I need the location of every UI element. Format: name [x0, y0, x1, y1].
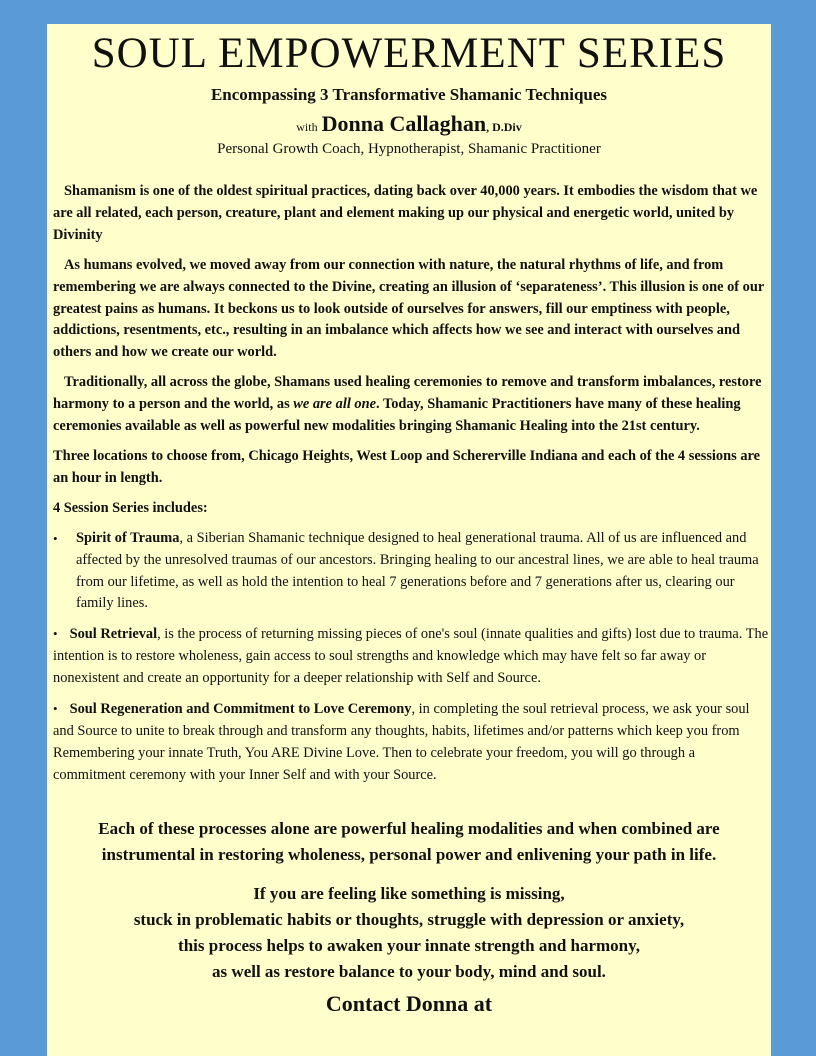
closing-line: instrumental in restoring wholeness, personal power and enlivening your path in life.: [101, 845, 717, 864]
paragraph-locations: Three locations to choose from, Chicago Heights, West Loop and Schererville Indiana and each of the 4 sessions are an hour in length.: [53, 447, 761, 486]
paragraph-shamanism: Shamanism is one of the oldest spiritual practices, dating back over 40,000 years. It embodies the wisdom that we are all related, each person, creature, plant and element making up our physical and energetic world, united by Divinity: [53, 183, 758, 243]
session-description: , in completing the soul retrieval process, we ask your soul and Source to unite to break through and transform any thoughts, habits, lifetimes and/or patterns which keep you from Remembering your innate Truth, You ARE Divine Love. Then to celebrate your freedom, you will go through a commitment ceremony with your Inner Self and with your Source.: [53, 701, 750, 783]
session-name: Spirit of Trauma: [76, 529, 180, 546]
session-name: Soul Regeneration and Commitment to Love Ceremony: [69, 701, 412, 718]
session-description: , is the process of returning missing pieces of one's soul (innate qualities and gifts) lost due to trauma. The intention is to restore wholeness, gain access to soul strengths and knowledge which may have felt so far away or nonexistent and create an opportunity for a deeper relationship with Self and Source.: [53, 626, 769, 687]
body-text: [53, 181, 769, 795]
paragraph-traditions-emphasis: we are all one: [293, 396, 377, 413]
invitation-text: [47, 881, 771, 985]
bullet-icon: •: [53, 701, 58, 717]
subtitle: Encompassing 3 Transformative Shamanic Techniques: [210, 85, 608, 104]
page-title: SOUL EMPOWERMENT SERIES: [91, 30, 727, 77]
paragraph-evolution: As humans evolved, we moved away from our connection with nature, the natural rhythms of life, and from remembering we are always connected to the Divine, creating an illusion of ‘separateness’. This illusion is one of our greatest pains as humans. It beckons us to look outside of ourselves for answers, fill our emptiness with people, addictions, resentments, etc., resulting in an imbalance which affects how we see and interact with ourselves and others and how we create our world.: [53, 256, 764, 361]
paragraph-traditions: [53, 372, 769, 438]
session-item: [53, 528, 769, 616]
invitation-line: stuck in problematic habits or thoughts, struggle with depression or anxiety,: [133, 910, 685, 929]
paragraph-traditions-a: Traditionally, all across the globe, Shamans used healing ceremonies to remove and transform imbalances, restore harmony to a person and the world, as: [53, 374, 762, 413]
author-name: Donna Callaghan: [321, 111, 487, 136]
session-item: [53, 698, 769, 787]
contact-heading: Contact Donna at: [325, 991, 493, 1016]
session-description: , a Siberian Shamanic technique designed to heal generational trauma. All of us are influenced and affected by the unresolved traumas of our ancestors. Bringing healing to our ancestral lines, we are able to heal trauma from our lifetime, as well as hold the intention to heal 7 generations before and 7 generations after us, clearing our family lines.: [76, 529, 759, 612]
flyer-page: [47, 24, 771, 1056]
session-item: [53, 623, 769, 690]
author-credential: , D.Div: [486, 120, 522, 134]
author-roles: Personal Growth Coach, Hypnotherapist, Shamanic Practitioner: [217, 141, 601, 157]
paragraph-traditions-b: . Today, Shamanic Practitioners have many of these healing ceremonies available as well as powerful new modalities bringing Shamanic Healing into the 21st century.: [53, 396, 741, 435]
byline: [47, 111, 771, 140]
series-heading: 4 Session Series includes:: [53, 499, 208, 516]
invitation-line: If you are feeling like something is missing,: [253, 884, 565, 903]
closing-line: Each of these processes alone are powerful healing modalities and when combined are: [98, 819, 720, 838]
closing-statement: [47, 816, 771, 868]
invitation-line: this process helps to awaken your innate strength and harmony,: [178, 936, 640, 955]
bullet-icon: •: [53, 626, 58, 642]
bullet-icon: •: [53, 530, 58, 546]
session-name: Soul Retrieval: [69, 626, 158, 643]
invitation-line: as well as restore balance to your body, mind and soul.: [212, 962, 606, 981]
byline-with: with: [296, 120, 318, 134]
